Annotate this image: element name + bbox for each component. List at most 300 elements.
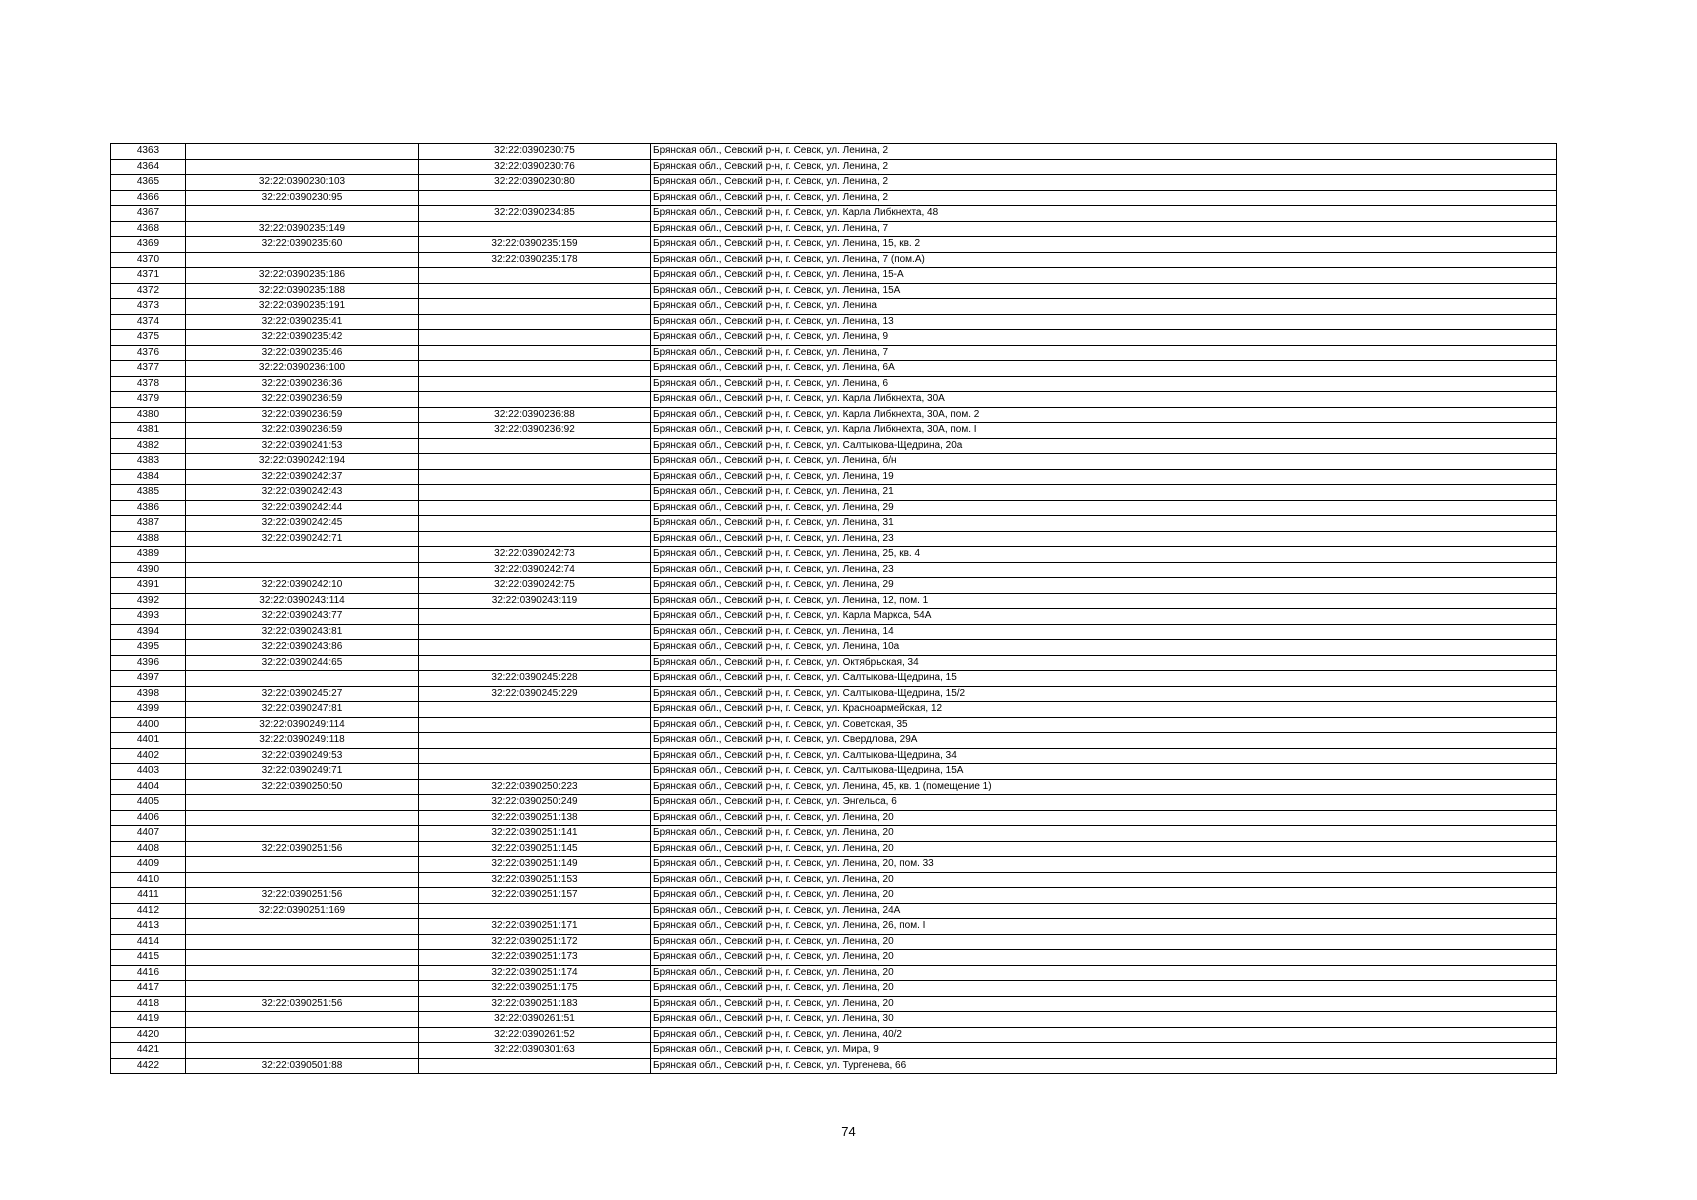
cadastral-number-cell — [186, 826, 419, 842]
table-row — [111, 857, 1557, 873]
table-row — [111, 485, 1557, 501]
cadastral-number-cell: 32:22:0390251:56 — [186, 888, 419, 904]
object-cadastral-number-cell: 32:22:0390251:171 — [419, 919, 651, 935]
table-row — [111, 903, 1557, 919]
address-cell: Брянская обл., Севский р-н, г. Севск, ул. Ленина, 15-А — [651, 268, 1557, 284]
address-cell: Брянская обл., Севский р-н, г. Севск, ул. Салтыкова-Щедрина, 34 — [651, 748, 1557, 764]
object-cadastral-number-cell — [419, 903, 651, 919]
row-number-cell: 4421 — [111, 1043, 186, 1059]
address-cell: Брянская обл., Севский р-н, г. Севск, ул. Ленина, б/н — [651, 454, 1557, 470]
row-number-cell: 4374 — [111, 314, 186, 330]
address-cell: Брянская обл., Севский р-н, г. Севск, ул. Ленина, 45, кв. 1 (помещение 1) — [651, 779, 1557, 795]
address-cell: Брянская обл., Севский р-н, г. Севск, ул. Ленина, 20 — [651, 934, 1557, 950]
row-number-cell: 4392 — [111, 593, 186, 609]
table-row — [111, 748, 1557, 764]
object-cadastral-number-cell — [419, 640, 651, 656]
table-row — [111, 795, 1557, 811]
object-cadastral-number-cell: 32:22:0390250:223 — [419, 779, 651, 795]
table-row — [111, 454, 1557, 470]
cadastral-number-cell: 32:22:0390251:56 — [186, 996, 419, 1012]
cadastral-number-cell: 32:22:0390235:60 — [186, 237, 419, 253]
object-cadastral-number-cell: 32:22:0390235:178 — [419, 252, 651, 268]
address-cell: Брянская обл., Севский р-н, г. Севск, ул. Энгельса, 6 — [651, 795, 1557, 811]
row-number-cell: 4364 — [111, 159, 186, 175]
cadastral-number-cell — [186, 1027, 419, 1043]
row-number-cell: 4397 — [111, 671, 186, 687]
address-cell: Брянская обл., Севский р-н, г. Севск, ул. Ленина, 40/2 — [651, 1027, 1557, 1043]
address-cell: Брянская обл., Севский р-н, г. Севск, ул. Ленина, 2 — [651, 144, 1557, 160]
cadastral-number-cell: 32:22:0390247:81 — [186, 702, 419, 718]
address-cell: Брянская обл., Севский р-н, г. Севск, ул. Красноармейская, 12 — [651, 702, 1557, 718]
cadastral-number-cell — [186, 950, 419, 966]
table-row — [111, 376, 1557, 392]
cadastral-number-cell: 32:22:0390236:59 — [186, 392, 419, 408]
row-number-cell: 4382 — [111, 438, 186, 454]
table-row — [111, 1058, 1557, 1074]
cadastral-number-cell: 32:22:0390236:100 — [186, 361, 419, 377]
row-number-cell: 4391 — [111, 578, 186, 594]
address-cell: Брянская обл., Севский р-н, г. Севск, ул. Ленина, 20 — [651, 810, 1557, 826]
object-cadastral-number-cell — [419, 717, 651, 733]
row-number-cell: 4399 — [111, 702, 186, 718]
object-cadastral-number-cell — [419, 1058, 651, 1074]
row-number-cell: 4416 — [111, 965, 186, 981]
object-cadastral-number-cell: 32:22:0390230:76 — [419, 159, 651, 175]
row-number-cell: 4369 — [111, 237, 186, 253]
table-row — [111, 438, 1557, 454]
address-cell: Брянская обл., Севский р-н, г. Севск, ул. Ленина, 20 — [651, 826, 1557, 842]
table-row — [111, 531, 1557, 547]
table-row — [111, 919, 1557, 935]
object-cadastral-number-cell: 32:22:0390251:175 — [419, 981, 651, 997]
address-cell: Брянская обл., Севский р-н, г. Севск, ул. Ленина, 23 — [651, 562, 1557, 578]
cadastral-number-cell: 32:22:0390236:59 — [186, 407, 419, 423]
address-cell: Брянская обл., Севский р-н, г. Севск, ул. Салтыкова-Щедрина, 15/2 — [651, 686, 1557, 702]
object-cadastral-number-cell — [419, 454, 651, 470]
cadastral-number-cell: 32:22:0390242:10 — [186, 578, 419, 594]
object-cadastral-number-cell — [419, 469, 651, 485]
cadastral-number-cell — [186, 206, 419, 222]
table-row — [111, 640, 1557, 656]
cadastral-number-cell — [186, 1043, 419, 1059]
row-number-cell: 4389 — [111, 547, 186, 563]
address-cell: Брянская обл., Севский р-н, г. Севск, ул. Ленина, 20 — [651, 965, 1557, 981]
address-cell: Брянская обл., Севский р-н, г. Севск, ул. Салтыкова-Щедрина, 20а — [651, 438, 1557, 454]
table-row — [111, 965, 1557, 981]
object-cadastral-number-cell — [419, 268, 651, 284]
cadastral-number-cell: 32:22:0390236:59 — [186, 423, 419, 439]
address-cell: Брянская обл., Севский р-н, г. Севск, ул. Ленина, 24А — [651, 903, 1557, 919]
address-cell: Брянская обл., Севский р-н, г. Севск, ул. Ленина, 29 — [651, 578, 1557, 594]
address-cell: Брянская обл., Севский р-н, г. Севск, ул. Ленина, 2 — [651, 175, 1557, 191]
table-row — [111, 841, 1557, 857]
cadastral-number-cell: 32:22:0390249:53 — [186, 748, 419, 764]
object-cadastral-number-cell: 32:22:0390261:52 — [419, 1027, 651, 1043]
object-cadastral-number-cell: 32:22:0390301:63 — [419, 1043, 651, 1059]
cadastral-number-cell — [186, 857, 419, 873]
object-cadastral-number-cell — [419, 283, 651, 299]
row-number-cell: 4365 — [111, 175, 186, 191]
table-row — [111, 826, 1557, 842]
address-cell: Брянская обл., Севский р-н, г. Севск, ул. Карла Либкнехта, 30А, пом. I — [651, 423, 1557, 439]
table-row — [111, 578, 1557, 594]
object-cadastral-number-cell: 32:22:0390251:183 — [419, 996, 651, 1012]
row-number-cell: 4368 — [111, 221, 186, 237]
address-cell: Брянская обл., Севский р-н, г. Севск, ул. Мира, 9 — [651, 1043, 1557, 1059]
address-cell: Брянская обл., Севский р-н, г. Севск, ул. Ленина, 25, кв. 4 — [651, 547, 1557, 563]
table-row — [111, 252, 1557, 268]
table-row — [111, 469, 1557, 485]
table-row — [111, 686, 1557, 702]
address-cell: Брянская обл., Севский р-н, г. Севск, ул. Ленина, 7 (пом.А) — [651, 252, 1557, 268]
cadastral-number-cell: 32:22:0390230:103 — [186, 175, 419, 191]
row-number-cell: 4388 — [111, 531, 186, 547]
address-cell: Брянская обл., Севский р-н, г. Севск, ул. Карла Либкнехта, 48 — [651, 206, 1557, 222]
address-cell: Брянская обл., Севский р-н, г. Севск, ул. Салтыкова-Щедрина, 15А — [651, 764, 1557, 780]
table-row — [111, 314, 1557, 330]
address-cell: Брянская обл., Севский р-н, г. Севск, ул. Ленина, 29 — [651, 500, 1557, 516]
object-cadastral-number-cell: 32:22:0390230:75 — [419, 144, 651, 160]
registry-table-body — [111, 144, 1557, 1074]
row-number-cell: 4390 — [111, 562, 186, 578]
object-cadastral-number-cell — [419, 438, 651, 454]
table-row — [111, 283, 1557, 299]
table-row — [111, 1043, 1557, 1059]
object-cadastral-number-cell — [419, 392, 651, 408]
table-row — [111, 779, 1557, 795]
object-cadastral-number-cell: 32:22:0390236:88 — [419, 407, 651, 423]
address-cell: Брянская обл., Севский р-н, г. Севск, ул. Ленина, 12, пом. 1 — [651, 593, 1557, 609]
object-cadastral-number-cell: 32:22:0390251:173 — [419, 950, 651, 966]
address-cell: Брянская обл., Севский р-н, г. Севск, ул. Ленина, 26, пом. I — [651, 919, 1557, 935]
object-cadastral-number-cell — [419, 624, 651, 640]
table-row — [111, 1027, 1557, 1043]
address-cell: Брянская обл., Севский р-н, г. Севск, ул. Карла Либкнехта, 30А — [651, 392, 1557, 408]
object-cadastral-number-cell — [419, 702, 651, 718]
cadastral-number-cell: 32:22:0390250:50 — [186, 779, 419, 795]
address-cell: Брянская обл., Севский р-н, г. Севск, ул. Тургенева, 66 — [651, 1058, 1557, 1074]
table-row — [111, 268, 1557, 284]
row-number-cell: 4410 — [111, 872, 186, 888]
object-cadastral-number-cell: 32:22:0390251:157 — [419, 888, 651, 904]
row-number-cell: 4370 — [111, 252, 186, 268]
cadastral-number-cell: 32:22:0390243:86 — [186, 640, 419, 656]
address-cell: Брянская обл., Севский р-н, г. Севск, ул. Свердлова, 29А — [651, 733, 1557, 749]
cadastral-number-cell: 32:22:0390235:41 — [186, 314, 419, 330]
row-number-cell: 4367 — [111, 206, 186, 222]
table-row — [111, 516, 1557, 532]
row-number-cell: 4387 — [111, 516, 186, 532]
cadastral-number-cell: 32:22:0390242:44 — [186, 500, 419, 516]
cadastral-number-cell: 32:22:0390235:188 — [186, 283, 419, 299]
row-number-cell: 4418 — [111, 996, 186, 1012]
object-cadastral-number-cell: 32:22:0390243:119 — [419, 593, 651, 609]
cadastral-number-cell: 32:22:0390245:27 — [186, 686, 419, 702]
address-cell: Брянская обл., Севский р-н, г. Севск, ул. Ленина, 20 — [651, 950, 1557, 966]
cadastral-number-cell — [186, 252, 419, 268]
cadastral-number-cell: 32:22:0390249:118 — [186, 733, 419, 749]
address-cell: Брянская обл., Севский р-н, г. Севск, ул. Ленина, 9 — [651, 330, 1557, 346]
table-row — [111, 872, 1557, 888]
address-cell: Брянская обл., Севский р-н, г. Севск, ул. Ленина, 7 — [651, 345, 1557, 361]
row-number-cell: 4414 — [111, 934, 186, 950]
cadastral-number-cell: 32:22:0390235:149 — [186, 221, 419, 237]
table-row — [111, 407, 1557, 423]
cadastral-number-cell — [186, 810, 419, 826]
address-cell: Брянская обл., Севский р-н, г. Севск, ул. Ленина, 13 — [651, 314, 1557, 330]
address-cell: Брянская обл., Севский р-н, г. Севск, ул. Ленина, 20 — [651, 888, 1557, 904]
table-row — [111, 159, 1557, 175]
row-number-cell: 4381 — [111, 423, 186, 439]
table-row — [111, 934, 1557, 950]
object-cadastral-number-cell — [419, 733, 651, 749]
address-cell: Брянская обл., Севский р-н, г. Севск, ул. Ленина, 20 — [651, 872, 1557, 888]
cadastral-number-cell: 32:22:0390230:95 — [186, 190, 419, 206]
row-number-cell: 4363 — [111, 144, 186, 160]
table-row — [111, 175, 1557, 191]
table-row — [111, 221, 1557, 237]
table-row — [111, 299, 1557, 315]
row-number-cell: 4398 — [111, 686, 186, 702]
object-cadastral-number-cell — [419, 345, 651, 361]
row-number-cell: 4401 — [111, 733, 186, 749]
address-cell: Брянская обл., Севский р-н, г. Севск, ул. Ленина, 14 — [651, 624, 1557, 640]
address-cell: Брянская обл., Севский р-н, г. Севск, ул. Ленина, 2 — [651, 159, 1557, 175]
object-cadastral-number-cell: 32:22:0390251:145 — [419, 841, 651, 857]
row-number-cell: 4393 — [111, 609, 186, 625]
cadastral-number-cell — [186, 872, 419, 888]
address-cell: Брянская обл., Севский р-н, г. Севск, ул. Карла Либкнехта, 30А, пом. 2 — [651, 407, 1557, 423]
table-row — [111, 1012, 1557, 1028]
object-cadastral-number-cell: 32:22:0390245:228 — [419, 671, 651, 687]
table-row — [111, 547, 1557, 563]
cadastral-number-cell: 32:22:0390241:53 — [186, 438, 419, 454]
cadastral-number-cell — [186, 671, 419, 687]
address-cell: Брянская обл., Севский р-н, г. Севск, ул. Ленина, 20, пом. 33 — [651, 857, 1557, 873]
object-cadastral-number-cell: 32:22:0390242:75 — [419, 578, 651, 594]
cadastral-number-cell — [186, 795, 419, 811]
object-cadastral-number-cell: 32:22:0390251:153 — [419, 872, 651, 888]
row-number-cell: 4420 — [111, 1027, 186, 1043]
table-row — [111, 500, 1557, 516]
object-cadastral-number-cell: 32:22:0390242:73 — [419, 547, 651, 563]
row-number-cell: 4386 — [111, 500, 186, 516]
object-cadastral-number-cell: 32:22:0390234:85 — [419, 206, 651, 222]
row-number-cell: 4412 — [111, 903, 186, 919]
object-cadastral-number-cell: 32:22:0390230:80 — [419, 175, 651, 191]
row-number-cell: 4383 — [111, 454, 186, 470]
table-row — [111, 562, 1557, 578]
address-cell: Брянская обл., Севский р-н, г. Севск, ул. Ленина, 31 — [651, 516, 1557, 532]
cadastral-number-cell — [186, 919, 419, 935]
object-cadastral-number-cell: 32:22:0390236:92 — [419, 423, 651, 439]
row-number-cell: 4408 — [111, 841, 186, 857]
cadastral-number-cell: 32:22:0390235:46 — [186, 345, 419, 361]
address-cell: Брянская обл., Севский р-н, г. Севск, ул. Ленина, 15А — [651, 283, 1557, 299]
cadastral-number-cell: 32:22:0390242:71 — [186, 531, 419, 547]
table-row — [111, 624, 1557, 640]
object-cadastral-number-cell — [419, 609, 651, 625]
address-cell: Брянская обл., Севский р-н, г. Севск, ул. Ленина, 20 — [651, 996, 1557, 1012]
registry-table — [110, 143, 1557, 1074]
address-cell: Брянская обл., Севский р-н, г. Севск, ул. Ленина, 20 — [651, 981, 1557, 997]
table-row — [111, 950, 1557, 966]
table-row — [111, 702, 1557, 718]
table-row — [111, 206, 1557, 222]
address-cell: Брянская обл., Севский р-н, г. Севск, ул. Ленина, 30 — [651, 1012, 1557, 1028]
object-cadastral-number-cell: 32:22:0390251:172 — [419, 934, 651, 950]
cadastral-number-cell — [186, 1012, 419, 1028]
row-number-cell: 4373 — [111, 299, 186, 315]
object-cadastral-number-cell: 32:22:0390261:51 — [419, 1012, 651, 1028]
row-number-cell: 4378 — [111, 376, 186, 392]
address-cell: Брянская обл., Севский р-н, г. Севск, ул. Карла Маркса, 54А — [651, 609, 1557, 625]
cadastral-number-cell — [186, 934, 419, 950]
table-row — [111, 981, 1557, 997]
row-number-cell: 4366 — [111, 190, 186, 206]
row-number-cell: 4406 — [111, 810, 186, 826]
row-number-cell: 4417 — [111, 981, 186, 997]
cadastral-number-cell: 32:22:0390251:56 — [186, 841, 419, 857]
address-cell: Брянская обл., Севский р-н, г. Севск, ул. Ленина, 23 — [651, 531, 1557, 547]
row-number-cell: 4376 — [111, 345, 186, 361]
table-row — [111, 996, 1557, 1012]
row-number-cell: 4407 — [111, 826, 186, 842]
object-cadastral-number-cell — [419, 299, 651, 315]
cadastral-number-cell — [186, 981, 419, 997]
address-cell: Брянская обл., Севский р-н, г. Севск, ул. Ленина, 20 — [651, 841, 1557, 857]
object-cadastral-number-cell — [419, 655, 651, 671]
object-cadastral-number-cell: 32:22:0390251:174 — [419, 965, 651, 981]
row-number-cell: 4402 — [111, 748, 186, 764]
cadastral-number-cell — [186, 144, 419, 160]
row-number-cell: 4372 — [111, 283, 186, 299]
cadastral-number-cell: 32:22:0390249:71 — [186, 764, 419, 780]
object-cadastral-number-cell — [419, 314, 651, 330]
row-number-cell: 4405 — [111, 795, 186, 811]
cadastral-number-cell: 32:22:0390243:81 — [186, 624, 419, 640]
object-cadastral-number-cell — [419, 330, 651, 346]
row-number-cell: 4419 — [111, 1012, 186, 1028]
row-number-cell: 4377 — [111, 361, 186, 377]
table-row — [111, 392, 1557, 408]
address-cell: Брянская обл., Севский р-н, г. Севск, ул. Ленина, 2 — [651, 190, 1557, 206]
row-number-cell: 4396 — [111, 655, 186, 671]
row-number-cell: 4400 — [111, 717, 186, 733]
row-number-cell: 4384 — [111, 469, 186, 485]
object-cadastral-number-cell: 32:22:0390251:141 — [419, 826, 651, 842]
cadastral-number-cell: 32:22:0390242:43 — [186, 485, 419, 501]
object-cadastral-number-cell — [419, 221, 651, 237]
row-number-cell: 4409 — [111, 857, 186, 873]
cadastral-number-cell: 32:22:0390243:114 — [186, 593, 419, 609]
row-number-cell: 4415 — [111, 950, 186, 966]
object-cadastral-number-cell — [419, 531, 651, 547]
row-number-cell: 4375 — [111, 330, 186, 346]
table-row — [111, 655, 1557, 671]
address-cell: Брянская обл., Севский р-н, г. Севск, ул. Ленина, 15, кв. 2 — [651, 237, 1557, 253]
table-row — [111, 609, 1557, 625]
address-cell: Брянская обл., Севский р-н, г. Севск, ул. Ленина, 21 — [651, 485, 1557, 501]
cadastral-number-cell: 32:22:0390242:37 — [186, 469, 419, 485]
row-number-cell: 4379 — [111, 392, 186, 408]
cadastral-number-cell: 32:22:0390236:36 — [186, 376, 419, 392]
row-number-cell: 4380 — [111, 407, 186, 423]
row-number-cell: 4394 — [111, 624, 186, 640]
cadastral-number-cell — [186, 562, 419, 578]
cadastral-number-cell: 32:22:0390235:191 — [186, 299, 419, 315]
row-number-cell: 4413 — [111, 919, 186, 935]
object-cadastral-number-cell: 32:22:0390251:149 — [419, 857, 651, 873]
table-row — [111, 888, 1557, 904]
table-row — [111, 810, 1557, 826]
cadastral-number-cell: 32:22:0390501:88 — [186, 1058, 419, 1074]
row-number-cell: 4422 — [111, 1058, 186, 1074]
object-cadastral-number-cell: 32:22:0390245:229 — [419, 686, 651, 702]
row-number-cell: 4403 — [111, 764, 186, 780]
address-cell: Брянская обл., Севский р-н, г. Севск, ул. Ленина, 7 — [651, 221, 1557, 237]
row-number-cell: 4395 — [111, 640, 186, 656]
object-cadastral-number-cell: 32:22:0390242:74 — [419, 562, 651, 578]
cadastral-number-cell: 32:22:0390242:45 — [186, 516, 419, 532]
cadastral-number-cell: 32:22:0390235:186 — [186, 268, 419, 284]
cadastral-number-cell — [186, 547, 419, 563]
cadastral-number-cell: 32:22:0390235:42 — [186, 330, 419, 346]
table-row — [111, 423, 1557, 439]
page-number: 74 — [841, 1124, 856, 1139]
address-cell: Брянская обл., Севский р-н, г. Севск, ул. Советская, 35 — [651, 717, 1557, 733]
table-row — [111, 733, 1557, 749]
row-number-cell: 4371 — [111, 268, 186, 284]
object-cadastral-number-cell: 32:22:0390251:138 — [419, 810, 651, 826]
object-cadastral-number-cell — [419, 190, 651, 206]
table-row — [111, 237, 1557, 253]
table-row — [111, 345, 1557, 361]
table-row — [111, 361, 1557, 377]
cadastral-number-cell: 32:22:0390251:169 — [186, 903, 419, 919]
object-cadastral-number-cell — [419, 485, 651, 501]
address-cell: Брянская обл., Севский р-н, г. Севск, ул. Ленина, 10а — [651, 640, 1557, 656]
address-cell: Брянская обл., Севский р-н, г. Севск, ул. Ленина — [651, 299, 1557, 315]
cadastral-number-cell: 32:22:0390242:194 — [186, 454, 419, 470]
object-cadastral-number-cell — [419, 361, 651, 377]
row-number-cell: 4411 — [111, 888, 186, 904]
table-row — [111, 144, 1557, 160]
table-row — [111, 593, 1557, 609]
address-cell: Брянская обл., Севский р-н, г. Севск, ул. Ленина, 6А — [651, 361, 1557, 377]
table-row — [111, 717, 1557, 733]
cadastral-number-cell: 32:22:0390244:65 — [186, 655, 419, 671]
object-cadastral-number-cell: 32:22:0390250:249 — [419, 795, 651, 811]
cadastral-number-cell: 32:22:0390243:77 — [186, 609, 419, 625]
object-cadastral-number-cell — [419, 748, 651, 764]
table-row — [111, 764, 1557, 780]
object-cadastral-number-cell — [419, 516, 651, 532]
row-number-cell: 4385 — [111, 485, 186, 501]
address-cell: Брянская обл., Севский р-н, г. Севск, ул. Салтыкова-Щедрина, 15 — [651, 671, 1557, 687]
row-number-cell: 4404 — [111, 779, 186, 795]
cadastral-number-cell — [186, 965, 419, 981]
object-cadastral-number-cell — [419, 376, 651, 392]
address-cell: Брянская обл., Севский р-н, г. Севск, ул. Ленина, 6 — [651, 376, 1557, 392]
object-cadastral-number-cell — [419, 500, 651, 516]
object-cadastral-number-cell: 32:22:0390235:159 — [419, 237, 651, 253]
cadastral-number-cell — [186, 159, 419, 175]
address-cell: Брянская обл., Севский р-н, г. Севск, ул. Октябрьская, 34 — [651, 655, 1557, 671]
cadastral-number-cell: 32:22:0390249:114 — [186, 717, 419, 733]
address-cell: Брянская обл., Севский р-н, г. Севск, ул. Ленина, 19 — [651, 469, 1557, 485]
table-row — [111, 330, 1557, 346]
